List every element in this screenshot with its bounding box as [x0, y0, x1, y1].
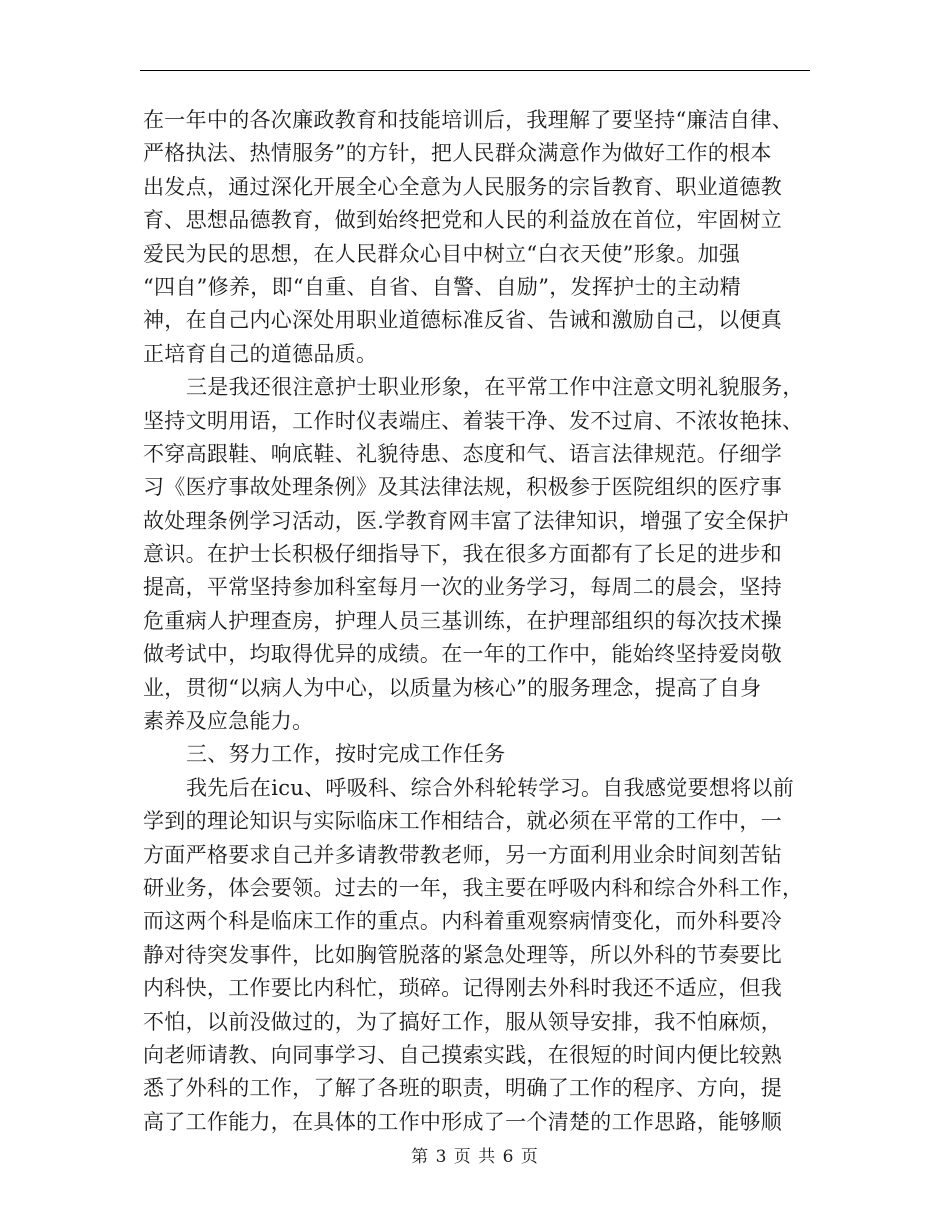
text-line: 高了工作能力，在具体的工作中形成了一个清楚的工作思路，能够顺	[143, 1109, 782, 1134]
text-line: “四自”修养，即“自重、自省、自警、自励”，发挥护士的主动精	[143, 274, 741, 299]
text-line: 不怕，以前没做过的，为了搞好工作，服从领导安排，我不怕麻烦，	[143, 1009, 782, 1034]
document-body	[143, 104, 809, 1139]
text-line: 三是我还很注意护士职业形象，在平常工作中注意文明礼貌服务，	[186, 375, 804, 400]
text-line: 严格执法、热情服务”的方针，把人民群众满意作为做好工作的根本	[143, 141, 772, 166]
text-line: 爱民为民的思想，在人民群众心目中树立“白衣天使”形象。加强	[143, 241, 741, 266]
text-line: 学到的理论知识与实际临床工作相结合，就必须在平常的工作中，一	[143, 809, 782, 834]
text-line: 做考试中，均取得优异的成绩。在一年的工作中，能始终坚持爱岗敬	[143, 642, 782, 667]
text-line: 研业务，体会要领。过去的一年，我主要在呼吸内科和综合外科工作，	[143, 875, 804, 900]
text-line: 不穿高跟鞋、响底鞋、礼貌待患、态度和气、语言法律规范。仔细学	[143, 441, 782, 466]
page-number-footer: 第 3 页 共 6 页	[411, 1147, 539, 1167]
text-line: 我先后在icu、呼吸科、综合外科轮转学习。自我感觉要想将以前	[186, 775, 794, 800]
header-rule	[140, 70, 810, 71]
text-line: 而这两个科是临床工作的重点。内科着重观察病情变化，而外科要冷	[143, 909, 782, 934]
text-line: 意识。在护士长积极仔细指导下，我在很多方面都有了长足的进步和	[143, 542, 782, 567]
text-line: 故处理条例学习活动，医.学教育网丰富了法律知识，增强了安全保护	[143, 508, 789, 533]
text-line: 素养及应急能力。	[143, 709, 314, 734]
text-line: 神，在自己内心深处用职业道德标准反省、告诫和激励自己，以便真	[143, 308, 782, 333]
text-line: 出发点，通过深化开展全心全意为人民服务的宗旨教育、职业道德教	[143, 174, 782, 199]
text-line: 危重病人护理查房，护理人员三基训练，在护理部组织的每次技术操	[143, 608, 782, 633]
text-line: 内科快，工作要比内科忙，琐碎。记得刚去外科时我还不适应，但我	[143, 976, 782, 1001]
text-line: 静对待突发事件，比如胸管脱落的紧急处理等，所以外科的节奏要比	[143, 942, 782, 967]
text-line: 向老师请教、向同事学习、自己摸索实践，在很短的时间内便比较熟	[143, 1042, 782, 1067]
text-line: 在一年中的各次廉政教育和技能培训后，我理解了要坚持“廉洁自律、	[143, 108, 794, 132]
text-line: 正培育自己的道德品质。	[143, 341, 378, 366]
text-line: 业，贯彻“以病人为中心，以质量为核心”的服务理念，提高了自身	[143, 675, 762, 700]
text-line: 方面严格要求自己并多请教带教老师，另一方面利用业余时间刻苦钻	[143, 842, 782, 867]
text-line: 悉了外科的工作，了解了各班的职责，明确了工作的程序、方向，提	[143, 1076, 782, 1101]
text-line: 提高，平常坚持参加科室每月一次的业务学习，每周二的晨会，坚持	[143, 575, 782, 600]
text-line: 习《医疗事故处理条例》及其法律法规，积极参于医院组织的医疗事	[143, 475, 782, 500]
text-line: 育、思想品德教育，做到始终把党和人民的利益放在首位，牢固树立	[143, 208, 782, 233]
text-line: 三、努力工作，按时完成工作任务	[186, 742, 506, 767]
text-line: 坚持文明用语，工作时仪表端庄、着装干净、发不过肩、不浓妆艳抹、	[143, 408, 804, 433]
